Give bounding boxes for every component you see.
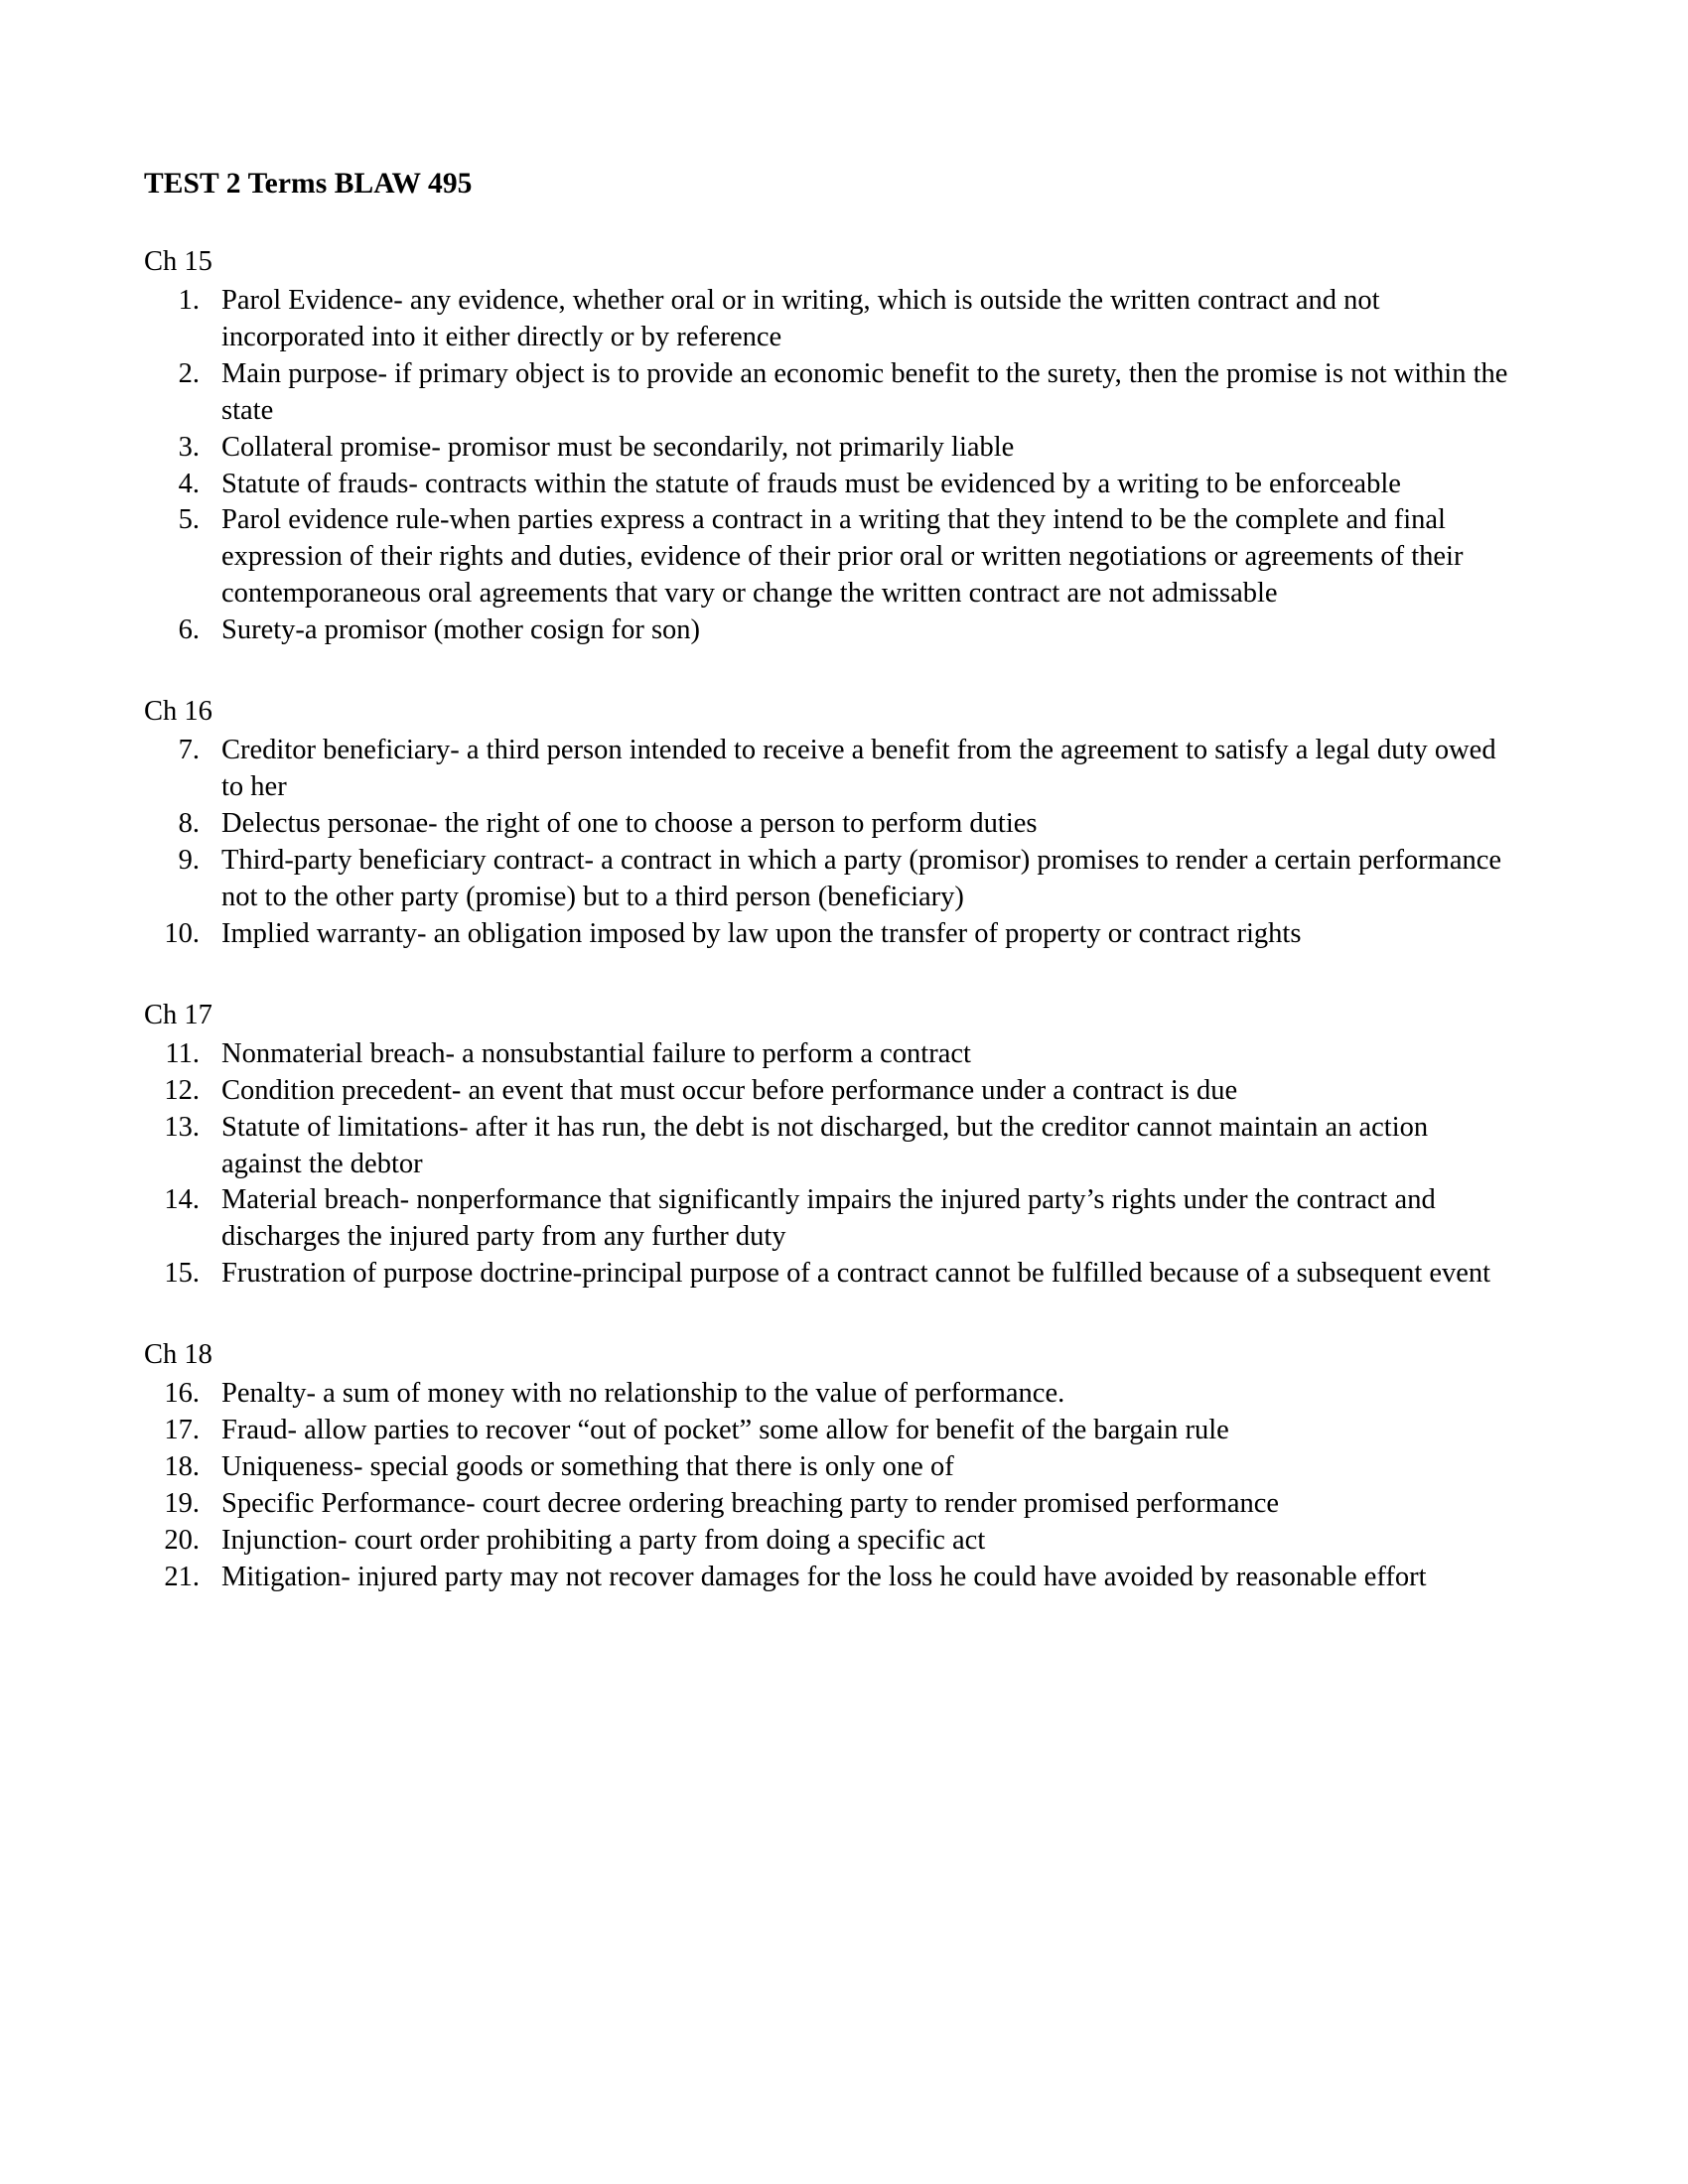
- section-spacer: [144, 1293, 1514, 1338]
- list-item: [144, 1486, 1514, 1523]
- chapter-heading: Ch 16: [144, 696, 212, 728]
- list-item: [144, 502, 1514, 613]
- list-item-text: Nonmaterial breach- a nonsubstantial failure to perform a contract: [221, 1037, 971, 1069]
- list-item-number: 4.: [178, 468, 200, 499]
- list-item: [144, 1560, 1514, 1596]
- chapter-section: [144, 1338, 1514, 1596]
- list-item: [144, 356, 1514, 430]
- list-item-text: Injunction- court order prohibiting a party from doing a specific act: [221, 1525, 986, 1557]
- chapter-heading: Ch 15: [144, 245, 212, 277]
- list-item-number: 19.: [164, 1488, 200, 1520]
- list-item-text: Fraud- allow parties to recover “out of pocket” some allow for benefit of the bargain rule: [221, 1415, 1229, 1446]
- list-item: [144, 1376, 1514, 1413]
- section-spacer: [144, 953, 1514, 999]
- list-item-text: Specific Performance- court decree ordering breaching party to render promised performance: [221, 1488, 1280, 1520]
- list-item: [144, 613, 1514, 649]
- list-item-number: 14.: [164, 1184, 200, 1216]
- list-item: [144, 806, 1514, 843]
- term-list: [144, 283, 1514, 649]
- page-title: TEST 2 Terms BLAW 495: [144, 168, 473, 200]
- list-item-text: Collateral promise- promisor must be secondarily, not primarily liable: [221, 431, 1015, 463]
- list-item-number: 11.: [165, 1037, 200, 1069]
- list-item-text: Creditor beneficiary- a third person intended to receive a benefit from the agreement to satisfy a legal duty owed to her: [221, 735, 1496, 803]
- list-item-number: 17.: [164, 1415, 200, 1446]
- list-item-number: 12.: [164, 1074, 200, 1106]
- list-item-number: 21.: [164, 1561, 200, 1592]
- list-item-text: Parol evidence rule-when parties express a contract in a writing that they intend to be the complete and final expression of their rights and duties, evidence of their prior oral or written negotiations or agreements of their contemporaneous oral agreements that vary or change the written contract are not admissable: [221, 504, 1464, 610]
- list-item-text: Statute of limitations- after it has run, the debt is not discharged, but the creditor cannot maintain an action against the debtor: [221, 1111, 1429, 1179]
- term-list: [144, 1036, 1514, 1293]
- list-item-text: Surety-a promisor (mother cosign for son): [221, 614, 701, 646]
- list-item-text: Frustration of purpose doctrine-principal purpose of a contract cannot be fulfilled because of a subsequent event: [221, 1258, 1491, 1290]
- list-item-number: 7.: [178, 735, 200, 766]
- list-item-number: 1.: [178, 284, 200, 316]
- list-item: [144, 843, 1514, 916]
- list-item-number: 8.: [178, 808, 200, 840]
- section-spacer: [144, 649, 1514, 695]
- list-item: [144, 1256, 1514, 1293]
- chapter-section: [144, 999, 1514, 1294]
- list-item-number: 3.: [178, 431, 200, 463]
- list-item-text: Parol Evidence- any evidence, whether oral or in writing, which is outside the written contract and not incorporated into it either directly or by reference: [221, 284, 1380, 352]
- list-item: [144, 1523, 1514, 1560]
- list-item-number: 18.: [164, 1451, 200, 1483]
- list-item: [144, 1110, 1514, 1183]
- list-item-text: Condition precedent- an event that must occur before performance under a contract is due: [221, 1074, 1238, 1106]
- term-list: [144, 1376, 1514, 1595]
- list-item-number: 6.: [178, 614, 200, 646]
- list-item: [144, 916, 1514, 953]
- list-item-text: Main purpose- if primary object is to provide an economic benefit to the surety, then the promise is not within the state: [221, 357, 1508, 426]
- list-item: [144, 1073, 1514, 1110]
- list-item-number: 5.: [178, 504, 200, 536]
- list-item: [144, 467, 1514, 503]
- list-item: [144, 1036, 1514, 1073]
- list-item-text: Uniqueness- special goods or something that there is only one of: [221, 1451, 954, 1483]
- chapter-section: [144, 245, 1514, 649]
- list-item: [144, 1449, 1514, 1486]
- list-item-text: Statute of frauds- contracts within the statute of frauds must be evidenced by a writing to be enforceable: [221, 468, 1401, 499]
- list-item-number: 10.: [164, 917, 200, 949]
- list-item-text: Mitigation- injured party may not recover damages for the loss he could have avoided by reasonable effort: [221, 1561, 1427, 1592]
- list-item-text: Implied warranty- an obligation imposed by law upon the transfer of property or contract rights: [221, 917, 1302, 949]
- chapter-heading: Ch 18: [144, 1339, 212, 1371]
- list-item: [144, 430, 1514, 467]
- list-item-number: 20.: [164, 1525, 200, 1557]
- list-item-text: Delectus personae- the right of one to choose a person to perform duties: [221, 808, 1038, 840]
- term-list: [144, 733, 1514, 952]
- list-item-text: Third-party beneficiary contract- a contract in which a party (promisor) promises to render a certain performance not to the other party (promise) but to a third person (beneficiary): [221, 844, 1502, 912]
- list-item-number: 13.: [164, 1111, 200, 1143]
- list-item-number: 9.: [178, 844, 200, 876]
- list-item: [144, 1182, 1514, 1256]
- list-item-text: Penalty- a sum of money with no relationship to the value of performance.: [221, 1378, 1065, 1410]
- list-item: [144, 1413, 1514, 1449]
- chapter-section: [144, 695, 1514, 953]
- list-item: [144, 733, 1514, 806]
- list-item-text: Material breach- nonperformance that significantly impairs the injured party’s rights under the contract and discharges the injured party from any further duty: [221, 1184, 1436, 1253]
- document-body: [144, 245, 1514, 1596]
- list-item-number: 15.: [164, 1258, 200, 1290]
- list-item-number: 2.: [178, 357, 200, 389]
- chapter-heading: Ch 17: [144, 999, 212, 1030]
- list-item-number: 16.: [164, 1378, 200, 1410]
- list-item: [144, 283, 1514, 356]
